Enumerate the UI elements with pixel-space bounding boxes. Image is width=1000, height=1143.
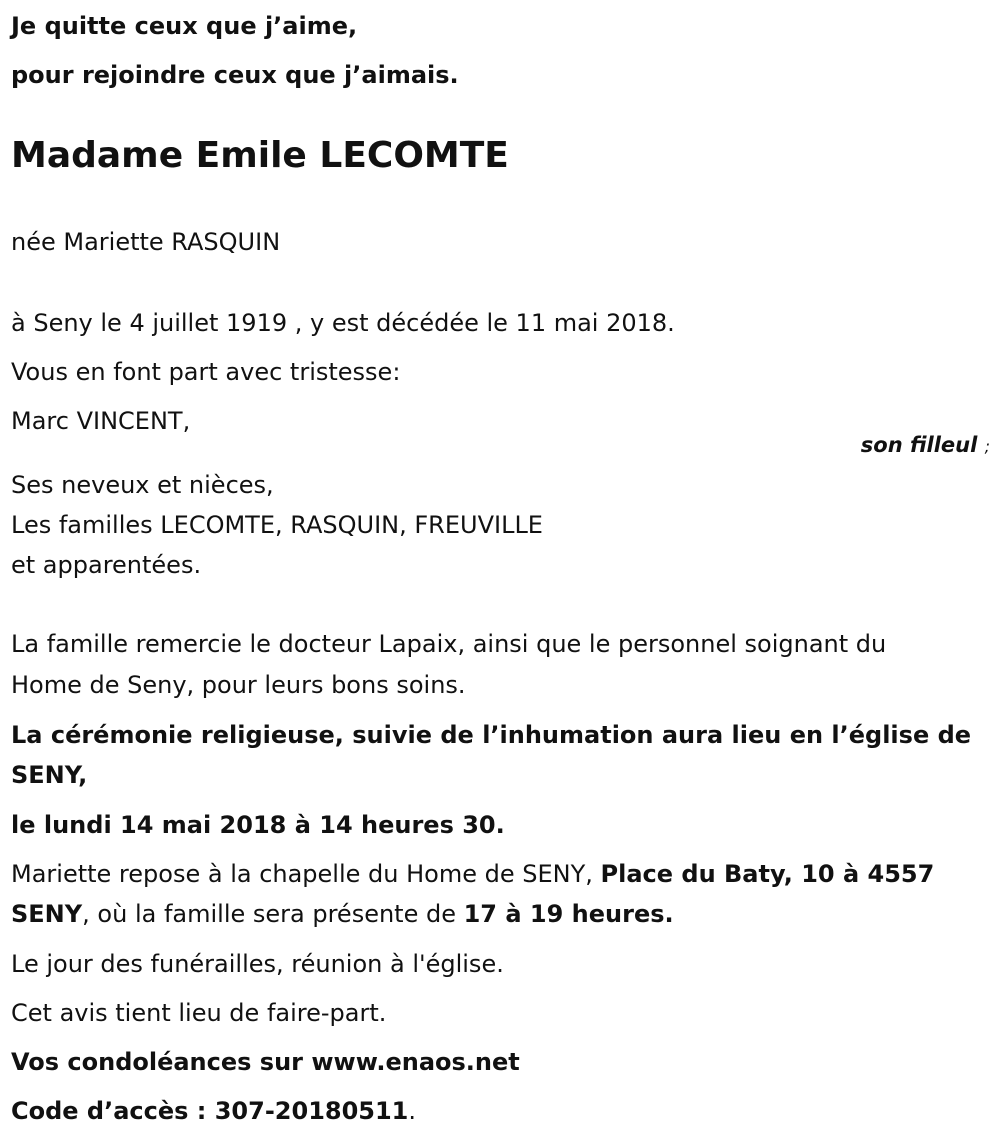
repose-line-1	[11, 854, 934, 894]
deceased-name: Madame Emile LECOMTE	[11, 135, 509, 176]
repose-text: Mariette repose à la chapelle du Home de SENY,	[11, 860, 601, 888]
ceremony-datetime: le lundi 14 mai 2018 à 14 heures 30.	[11, 811, 505, 839]
godson-role	[861, 428, 990, 464]
ceremony-line-2: SENY,	[11, 761, 88, 789]
quote-line-2: pour rejoindre ceux que j’aimais.	[11, 61, 459, 89]
thanks-line-1: La famille remercie le docteur Lapaix, ainsi que le personnel soignant du	[11, 630, 887, 658]
announcement-intro: Vous en font part avec tristesse:	[11, 358, 401, 386]
access-code-period: .	[408, 1097, 417, 1125]
repose-text-2: , où la famille sera présente de	[82, 900, 464, 928]
repose-town: SENY	[11, 900, 83, 928]
godson-role-separator: ;	[984, 437, 990, 456]
family-line-2: Les familles LECOMTE, RASQUIN, FREUVILLE	[11, 511, 543, 539]
godson-name: Marc VINCENT,	[11, 407, 191, 435]
family-line-1: Ses neveux et nièces,	[11, 471, 274, 499]
godson-role-text: son filleul	[860, 433, 978, 457]
repose-address: Place du Baty, 10 à 4557	[600, 860, 935, 888]
ceremony-line-1: La cérémonie religieuse, suivie de l’inhumation aura lieu en l’église de	[11, 721, 972, 749]
quote-line-1: Je quitte ceux que j’aime,	[11, 12, 358, 40]
access-code: Code d’accès : 307-20180511	[11, 1097, 409, 1125]
thanks-line-2: Home de Seny, pour leurs bons soins.	[11, 671, 466, 699]
notice-line: Cet avis tient lieu de faire-part.	[11, 999, 387, 1027]
funeral-day: Le jour des funérailles, réunion à l'église.	[11, 950, 504, 978]
access-code-line	[11, 1091, 416, 1131]
repose-line-2	[11, 894, 674, 934]
dates-line: à Seny le 4 juillet 1919 , y est décédée le 11 mai 2018.	[11, 309, 675, 337]
condolences-line: Vos condoléances sur www.enaos.net	[11, 1048, 520, 1076]
repose-hours: 17 à 19 heures.	[463, 900, 674, 928]
family-line-3: et apparentées.	[11, 551, 202, 579]
birth-name: née Mariette RASQUIN	[11, 228, 281, 256]
